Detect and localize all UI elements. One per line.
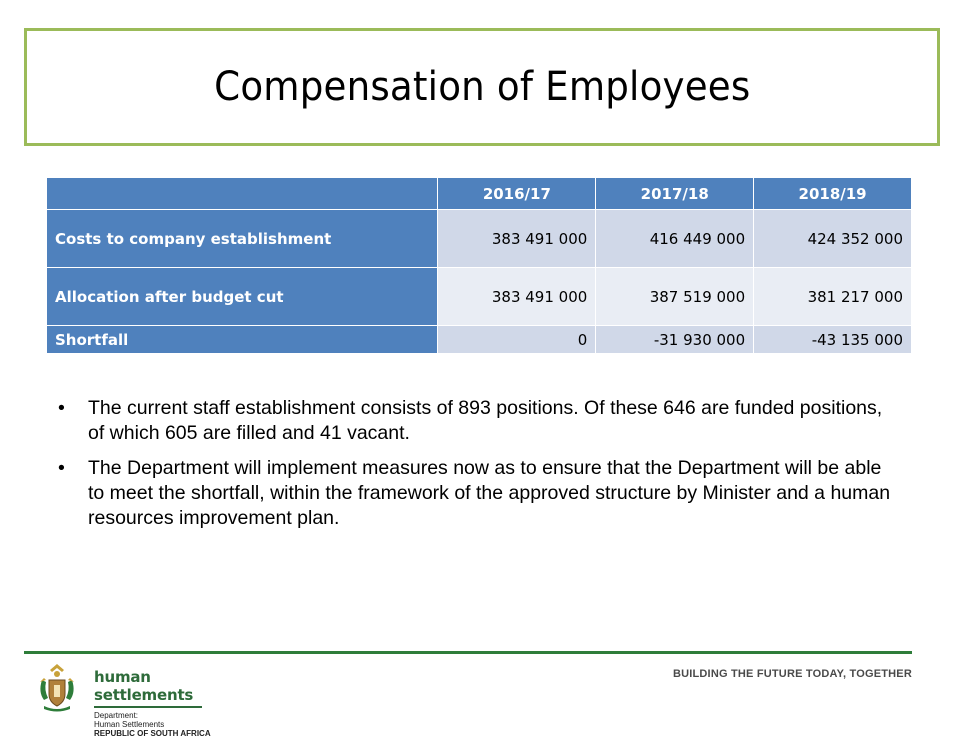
dept-line-3: REPUBLIC OF SOUTH AFRICA xyxy=(94,729,211,738)
row-label: Allocation after budget cut xyxy=(47,268,438,326)
footer-divider xyxy=(24,651,912,654)
row-label: Shortfall xyxy=(47,326,438,354)
table-header-2016-17: 2016/17 xyxy=(438,178,596,210)
coat-of-arms-icon xyxy=(34,660,80,714)
table-cell: 424 352 000 xyxy=(754,210,912,268)
bullet-text: The Department will implement measures now as to ensure that the Department will be able to meet the shortfall, within the framework of the approved structure by Minister and a human resources improvement plan. xyxy=(88,457,891,529)
brand-name: human settlements xyxy=(94,668,194,704)
bullet-item xyxy=(56,396,896,446)
title-box xyxy=(24,28,940,146)
table-row xyxy=(47,326,912,354)
footer-tagline: BUILDING THE FUTURE TODAY, TOGETHER xyxy=(672,668,912,680)
row-label: Costs to company establishment xyxy=(47,210,438,268)
bullet-item xyxy=(56,456,896,531)
table-header-empty xyxy=(47,178,438,210)
table-cell: 387 519 000 xyxy=(596,268,754,326)
table-cell: 383 491 000 xyxy=(438,268,596,326)
table-row xyxy=(47,268,912,326)
table-cell: 381 217 000 xyxy=(754,268,912,326)
table-cell: 0 xyxy=(438,326,596,354)
table-cell: -43 135 000 xyxy=(754,326,912,354)
page-title: Compensation of Employees xyxy=(213,64,751,110)
compensation-table xyxy=(46,177,912,354)
dept-line-2: Human Settlements xyxy=(94,720,165,729)
table-cell: -31 930 000 xyxy=(596,326,754,354)
bullet-text: The current staff establishment consists of 893 positions. Of these 646 are funded positions, of which 605 are filled and 41 vacant. xyxy=(88,397,883,444)
bullet-icon: • xyxy=(58,457,65,479)
department-brand xyxy=(94,668,234,738)
table-cell: 383 491 000 xyxy=(438,210,596,268)
table-cell: 416 449 000 xyxy=(596,210,754,268)
table-header-2017-18: 2017/18 xyxy=(596,178,754,210)
table-row xyxy=(47,210,912,268)
bullet-list xyxy=(56,396,896,541)
dept-line-1: Department: xyxy=(94,711,139,720)
brand-rule xyxy=(94,706,202,708)
table-header-row xyxy=(47,178,912,210)
table-header-2018-19: 2018/19 xyxy=(754,178,912,210)
bullet-icon: • xyxy=(58,397,65,419)
